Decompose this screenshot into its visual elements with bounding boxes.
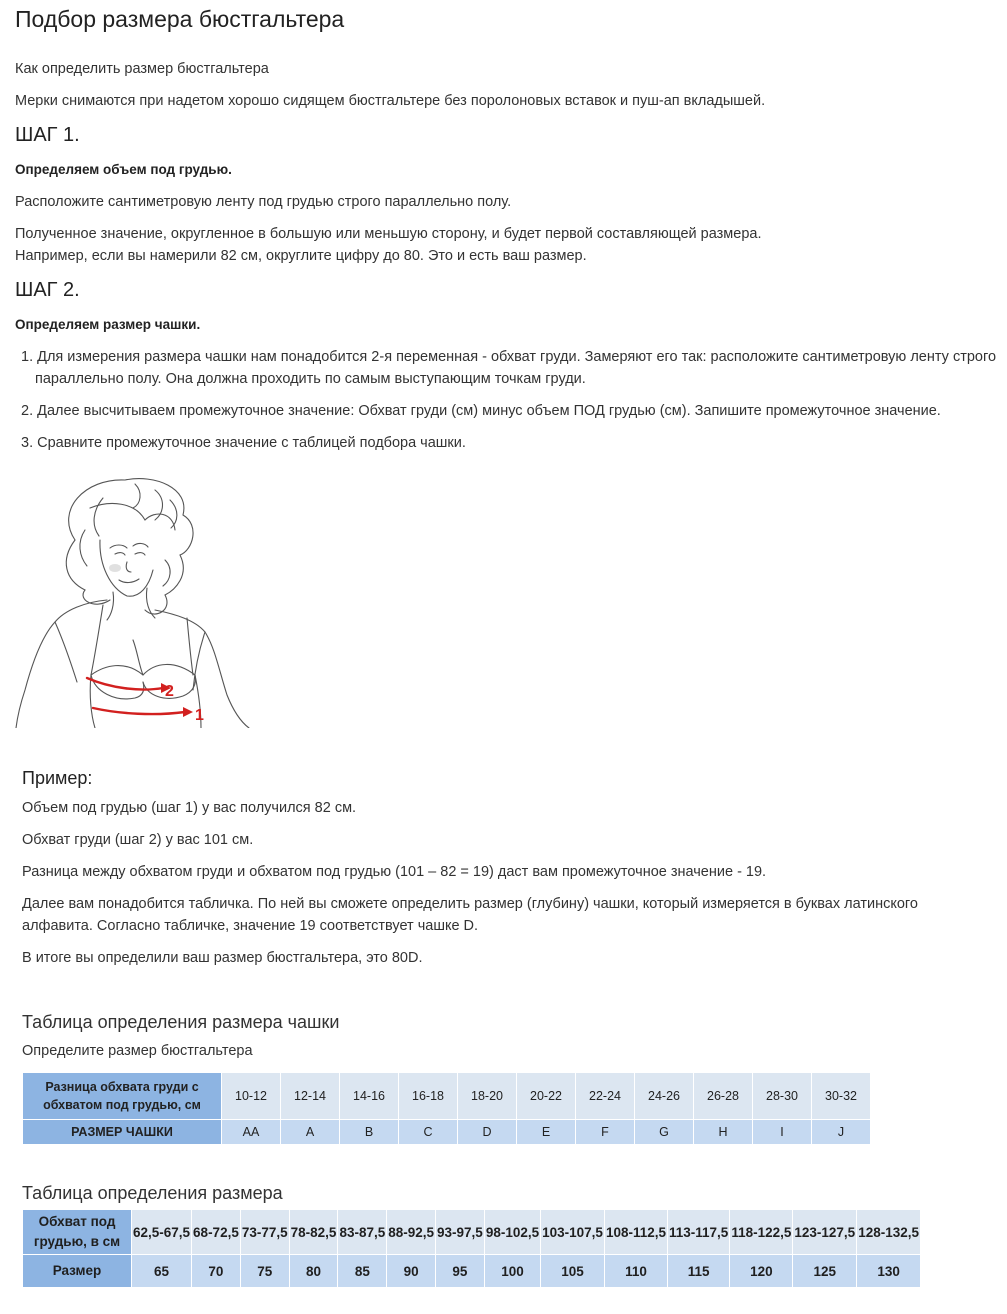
list-item: 3. Сравните промежуточное значение с таблицей подбора чашки. bbox=[21, 435, 466, 451]
step2-instructions-list bbox=[15, 346, 1000, 464]
step1-subheading: Определяем объем под грудью. bbox=[15, 162, 232, 177]
cup-size-table bbox=[22, 1072, 871, 1145]
illustration-label-2: 2 bbox=[165, 683, 174, 700]
example-line-4: Далее вам понадобится табличка. По ней вы сможете определить размер (глубину) чашки, который измеряется в буквах латинского алфавита. Согласно табличке, значение 19 соответствует чашке D. bbox=[22, 896, 918, 934]
step1-paragraph-1: Расположите сантиметровую ленту под грудью строго параллельно полу. bbox=[15, 194, 512, 210]
table-cell: 68-72,5 bbox=[192, 1210, 241, 1255]
table-cell: 75 bbox=[240, 1255, 289, 1288]
table-cell: E bbox=[517, 1120, 576, 1145]
intro-text: Мерки снимаются при надетом хорошо сидящем бюстгальтере без поролоновых вставок и пуш-ап вкладышей. bbox=[15, 93, 766, 109]
table-cell: 26-28 bbox=[694, 1073, 753, 1120]
table-cell: H bbox=[694, 1120, 753, 1145]
table-cell: 83-87,5 bbox=[338, 1210, 387, 1255]
table-cell: 30-32 bbox=[812, 1073, 871, 1120]
table-cell: I bbox=[753, 1120, 812, 1145]
list-item: 1. Для измерения размера чашки нам понадобится 2-я переменная - обхват груди. Замеряют его так: расположите сантиметровую ленту строго параллельно полу. Она должна проходить по самым выступающим точкам груди. bbox=[21, 349, 997, 387]
band-size-table bbox=[22, 1209, 921, 1288]
table-cell: 22-24 bbox=[576, 1073, 635, 1120]
table-cell: 88-92,5 bbox=[387, 1210, 436, 1255]
table-cell: C bbox=[399, 1120, 458, 1145]
table-cell: 70 bbox=[192, 1255, 241, 1288]
cup-table-subtitle: Определите размер бюстгальтера bbox=[22, 1043, 253, 1059]
table-cell: 110 bbox=[604, 1255, 667, 1288]
size-table-header-underbust: Обхват под грудью, в см bbox=[23, 1210, 132, 1255]
table-cell: F bbox=[576, 1120, 635, 1145]
step1-paragraph-2a: Полученное значение, округленное в большую или меньшую сторону, и будет первой составляющей размера. bbox=[15, 226, 762, 242]
table-cell: 103-107,5 bbox=[541, 1210, 605, 1255]
table-cell: 100 bbox=[484, 1255, 540, 1288]
table-cell: 115 bbox=[668, 1255, 730, 1288]
table-cell: 85 bbox=[338, 1255, 387, 1288]
table-cell: 10-12 bbox=[222, 1073, 281, 1120]
table-cell: 20-22 bbox=[517, 1073, 576, 1120]
example-heading: Пример: bbox=[22, 768, 93, 788]
example-line-1: Объем под грудью (шаг 1) у вас получился 82 см. bbox=[22, 800, 357, 816]
table-cell: 105 bbox=[541, 1255, 605, 1288]
table-cell: 12-14 bbox=[281, 1073, 340, 1120]
table-cell: 18-20 bbox=[458, 1073, 517, 1120]
page-title: Подбор размера бюстгальтера bbox=[15, 6, 345, 32]
size-table-header-size: Размер bbox=[23, 1255, 132, 1288]
step1-paragraph-2b: Например, если вы намерили 82 см, округлите цифру до 80. Это и есть ваш размер. bbox=[15, 248, 587, 264]
table-cell: 28-30 bbox=[753, 1073, 812, 1120]
table-cell: D bbox=[458, 1120, 517, 1145]
table-cell: 95 bbox=[436, 1255, 485, 1288]
example-line-5: В итоге вы определили ваш размер бюстгальтера, это 80D. bbox=[22, 950, 423, 966]
table-cell: 130 bbox=[857, 1255, 921, 1288]
table-cell: 120 bbox=[730, 1255, 793, 1288]
table-cell: 108-112,5 bbox=[604, 1210, 667, 1255]
example-line-2: Обхват груди (шаг 2) у вас 101 см. bbox=[22, 832, 254, 848]
table-cell: 128-132,5 bbox=[857, 1210, 921, 1255]
table-cell: G bbox=[635, 1120, 694, 1145]
table-cell: 118-122,5 bbox=[730, 1210, 793, 1255]
step1-heading: ШАГ 1. bbox=[15, 124, 80, 146]
table-cell: 14-16 bbox=[340, 1073, 399, 1120]
table-cell: 98-102,5 bbox=[484, 1210, 540, 1255]
table-cell: 90 bbox=[387, 1255, 436, 1288]
table-cell: 113-117,5 bbox=[668, 1210, 730, 1255]
table-cell: 62,5-67,5 bbox=[132, 1210, 192, 1255]
table-cell: 65 bbox=[132, 1255, 192, 1288]
list-item: 2. Далее высчитываем промежуточное значение: Обхват груди (см) минус объем ПОД грудью (см). Запишите промежуточное значение. bbox=[21, 403, 941, 419]
cup-table-header-diff: Разница обхвата груди с обхватом под грудью, см bbox=[23, 1073, 222, 1120]
table-cell: AA bbox=[222, 1120, 281, 1145]
table-cell: A bbox=[281, 1120, 340, 1145]
intro-heading: Как определить размер бюстгальтера bbox=[15, 61, 269, 77]
step2-heading: ШАГ 2. bbox=[15, 279, 80, 301]
table-cell: 123-127,5 bbox=[793, 1210, 857, 1255]
table-cell: B bbox=[340, 1120, 399, 1145]
table-cell: 24-26 bbox=[635, 1073, 694, 1120]
cup-table-header-cup: РАЗМЕР ЧАШКИ bbox=[23, 1120, 222, 1145]
table-cell: 125 bbox=[793, 1255, 857, 1288]
cup-table-title: Таблица определения размера чашки bbox=[22, 1012, 340, 1032]
table-cell: 73-77,5 bbox=[240, 1210, 289, 1255]
woman-measuring-drawing bbox=[15, 470, 255, 728]
example-line-3: Разница между обхватом груди и обхватом под грудью (101 – 82 = 19) даст вам промежуточное значение - 19. bbox=[22, 864, 767, 880]
table-cell: 16-18 bbox=[399, 1073, 458, 1120]
table-cell: 80 bbox=[289, 1255, 338, 1288]
measurement-illustration bbox=[15, 470, 255, 728]
illustration-label-1: 1 bbox=[195, 707, 204, 724]
table-cell: 78-82,5 bbox=[289, 1210, 338, 1255]
table-cell: 93-97,5 bbox=[436, 1210, 485, 1255]
step2-subheading: Определяем размер чашки. bbox=[15, 317, 201, 332]
table-cell: J bbox=[812, 1120, 871, 1145]
size-table-title: Таблица определения размера bbox=[22, 1183, 283, 1203]
